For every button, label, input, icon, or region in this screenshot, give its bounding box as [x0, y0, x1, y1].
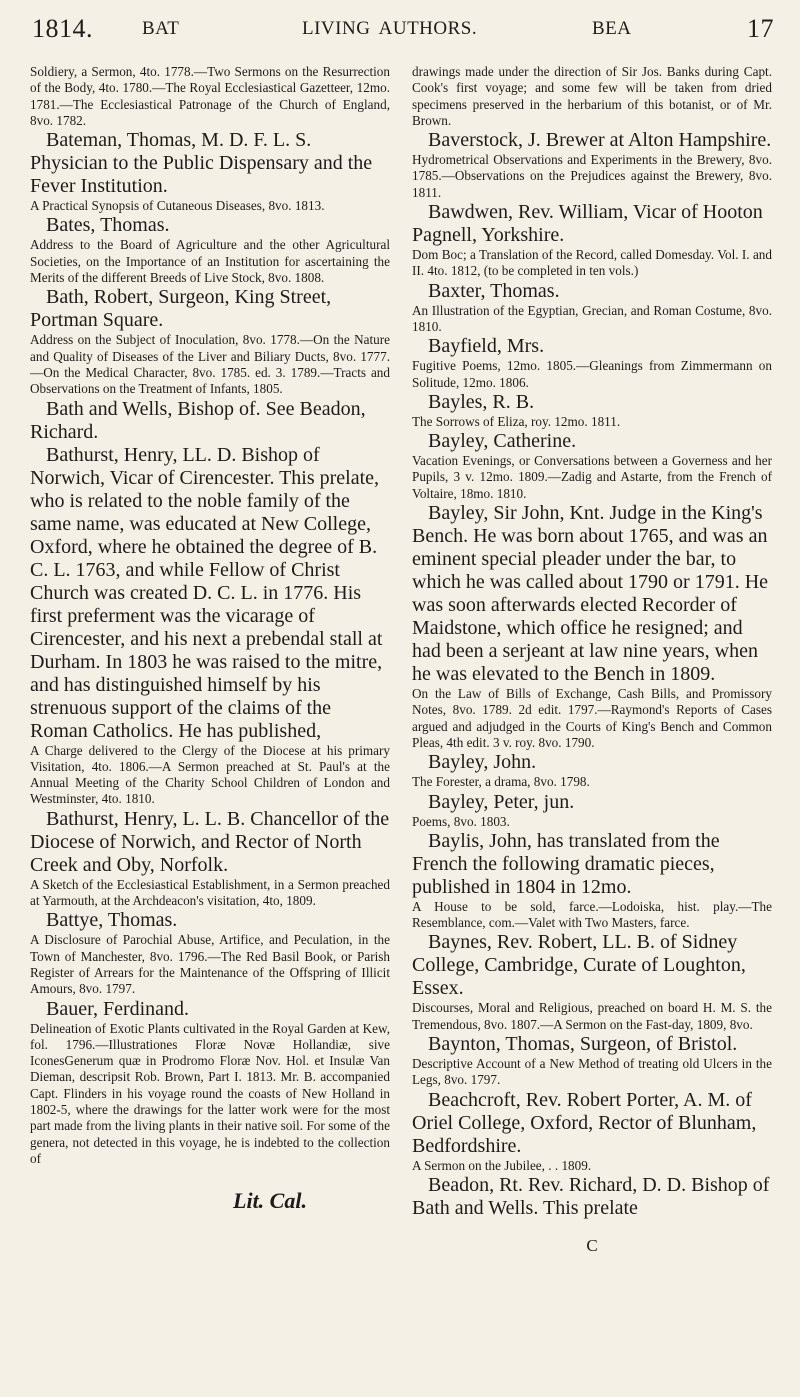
entry-works-list: Descriptive Account of a New Method of treating old Ulcers in the Legs, 8vo. 1797.: [412, 1056, 772, 1088]
entry-works-list: A Sermon on the Jubilee, . . 1809.: [412, 1157, 592, 1173]
entry-heading: Bawdwen, Rev. William, Vicar of Hooton Pagnell, Yorkshire.: [412, 201, 763, 247]
entry-works-list: Dom Boc; a Translation of the Record, called Domesday. Vol. I. and II. 4to. 1812, (to be completed in ten vols.): [412, 247, 772, 279]
entry-works-list: The Sorrows of Eliza, roy. 12mo. 1811.: [412, 413, 621, 429]
header-left-guide-word: BAT: [142, 18, 180, 39]
entry-works-list: Fugitive Poems, 12mo. 1805.—Gleanings from Zimmermann on Solitude, 12mo. 1806.: [412, 358, 772, 390]
entry-works-list: Poems, 8vo. 1803.: [412, 813, 510, 829]
entry-works-list: The Forester, a drama, 8vo. 1798.: [412, 774, 590, 790]
entry-heading: Baverstock, J. Brewer at Alton Hampshire.: [428, 129, 772, 152]
entry-heading: Bayley, John.: [428, 751, 537, 774]
page-number: 17: [747, 14, 774, 43]
entry-heading: Bayley, Catherine.: [428, 430, 577, 453]
entry-heading: Baylis, John, has translated from the French the following dramatic pieces, published in 1804 in 12mo.: [412, 829, 720, 898]
header-right-guide-word: BEA: [592, 18, 632, 39]
entry-heading: Bauer, Ferdinand.: [46, 997, 190, 1020]
entry-works-list: Vacation Evenings, or Conversations between a Governess and her Pupils, 3 v. 12mo. 1809.—Zadig and Astarte, from the French of Voltaire, 18mo. 1810.: [412, 453, 772, 501]
entry-works-list: Discourses, Moral and Religious, preached on board H. M. S. the Tremendous, 8vo. 1807.—A Sermon on the Fast-day, 1809, 8vo.: [412, 1000, 772, 1032]
entry-works-list: Delineation of Exotic Plants cultivated in the Royal Garden at Kew, fol. 1796.—Illustrationes Floræ Novæ Hollandiæ, sive IconesGenerum quæ in Prodromo Floræ Nov. Hol. et Insulæ Van Dieman, descripsit Rob. Brown, Part I. 1813. Mr. B. accompanied Capt. Flinders in his voyage round the coasts of New Holland in 1802-5, where the drawings for the latter work were for the most part made from the living plants in their native soil. For some of the genera, not detected in this voyage, he is indebted to the collection of: [30, 1020, 390, 1166]
entry-heading: Baxter, Thomas.: [428, 279, 560, 302]
entry-heading: Bath, Robert, Surgeon, King Street, Portman Square.: [30, 286, 332, 332]
source-signature: Lit. Cal.: [233, 1188, 307, 1214]
entry-heading: Bates, Thomas.: [46, 214, 170, 237]
running-header: [22, 12, 774, 46]
entry-works-list: A House to be sold, farce.—Lodoiska, hist. play.—The Resemblance, com.—Valet with Two Masters, farce.: [412, 898, 772, 931]
entry-works-list: drawings made under the direction of Sir Jos. Banks during Capt. Cook's first voyage; and some few will be taken from dried specimens preserved in the herbarium of this botanist, or of Mr. Brown.: [412, 64, 772, 128]
entry-heading: Bateman, Thomas, M. D. F. L. S. Physician to the Public Dispensary and the Fever Institution.: [30, 129, 373, 198]
left-column: [30, 64, 390, 1235]
entry-heading: Bayley, Peter, jun.: [428, 790, 575, 813]
entry-works-list: An Illustration of the Egyptian, Grecian, and Roman Costume, 8vo. 1810.: [412, 302, 772, 334]
entry-heading: Bathurst, Henry, L. L. B. Chancellor of the Diocese of Norwich, and Rector of North Creek and Oby, Norfolk.: [30, 807, 390, 876]
entry-heading: Beadon, Rt. Rev. Richard, D. D. Bishop of Bath and Wells. This prelate: [412, 1173, 770, 1219]
entry-heading: Bayles, R. B.: [428, 390, 535, 413]
entry-works-list: A Sketch of the Ecclesiastical Establishment, in a Sermon preached at Yarmouth, at the Archdeacon's visitation, 4to, 1809.: [30, 876, 390, 909]
entry-heading: Bathurst, Henry, LL. D. Bishop of Norwich, Vicar of Cirencester. This prelate, who is related to the noble family of the same name, was educated at New College, Oxford, where he obtained the degree of B. C. L. 1763, and while Fellow of Christ Church was created D. C. L. in 1776. His first preferment was the vicarage of Cirencester, and his next a prebendal stall at Durham. In 1803 he was raised to the mitre, and has distinguished himself by his strenuous support of the claims of the Roman Catholics. He has published,: [30, 443, 383, 742]
entry-works-list: Address to the Board of Agriculture and the other Agricultural Societies, on the Importance of an Institution for ascertaining the Merits of the different Breeds of Live Stock, 8vo. 1808.: [30, 237, 390, 286]
entry-heading: Beachcroft, Rev. Robert Porter, A. M. of Oriel College, Oxford, Rector of Blunham, Bedfordshire.: [412, 1088, 757, 1157]
header-section-title: LIVING AUTHORS.: [302, 18, 478, 39]
entry-works-list: Soldiery, a Sermon, 4to. 1778.—Two Sermons on the Resurrection of the Body, 4to. 1780.—The Royal Ecclesiastical Gazetteer, 12mo. 1781.—The Ecclesiastical Patronage of the Church of England, 8vo. 1782.: [30, 64, 390, 128]
entry-heading: Bath and Wells, Bishop of. See Beadon, Richard.: [30, 397, 366, 443]
signature-mark: C: [586, 1235, 598, 1255]
entry-heading: Bayfield, Mrs.: [428, 335, 545, 358]
entry-works-list: A Disclosure of Parochial Abuse, Artifice, and Peculation, in the Town of Manchester, 8vo. 1796.—The Red Basil Book, or Parish Register of Arrears for the Maintenance of the Offspring of Illicit Amours, 8vo. 1797.: [30, 932, 390, 997]
entry-works-list: On the Law of Bills of Exchange, Cash Bills, and Promissory Notes, 8vo. 1789. 2d edit. 1797.—Raymond's Reports of Cases argued and adjudged in the Courts of King's Bench and Common Pleas, 4th edit. 3 v. roy. 8vo. 1790.: [412, 686, 772, 750]
entry-heading: Bayley, Sir John, Knt. Judge in the King's Bench. He was born about 1765, and was an eminent special pleader under the bar, to which he was called about 1790 or 1791. He was soon afterwards elected Recorder of Maidstone, which office he resigned; and had been a serjeant at law nine years, when he was elevated to the Bench in 1809.: [412, 502, 769, 686]
header-year: 1814.: [32, 14, 93, 43]
entry-heading: Baynton, Thomas, Surgeon, of Bristol.: [428, 1033, 738, 1056]
entry-works-list: A Practical Synopsis of Cutaneous Diseases, 8vo. 1813.: [30, 198, 325, 214]
entry-heading: Baynes, Rev. Robert, LL. B. of Sidney College, Cambridge, Curate of Loughton, Essex.: [412, 931, 746, 1000]
entry-works-list: Hydrometrical Observations and Experiments in the Brewery, 8vo. 1785.—Observations on the Prejudices against the Brewery, 8vo. 1811.: [412, 152, 772, 200]
entry-works-list: A Charge delivered to the Clergy of the Diocese at his primary Visitation, 4to. 1806.—A Sermon preached at St. Paul's at the Annual Meeting of the Charity School Children of London and Westminster, 4to. 1810.: [30, 742, 390, 807]
entry-works-list: Address on the Subject of Inoculation, 8vo. 1778.—On the Nature and Quality of Diseases of the Liver and Biliary Ducts, 8vo. 1777.—On the Medical Character, 8vo. 1785. ed. 3. 1789.—Tracts and Observations on the Treatment of Infants, 1805.: [30, 332, 390, 397]
right-column: [412, 64, 772, 1271]
entry-heading: Battye, Thomas.: [46, 909, 178, 932]
